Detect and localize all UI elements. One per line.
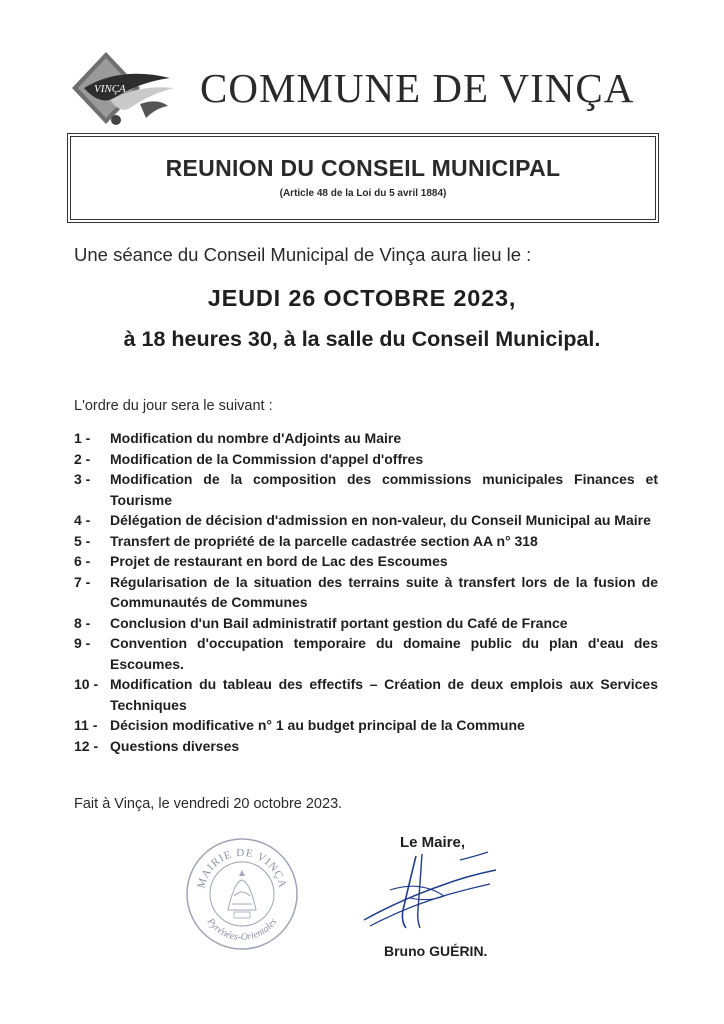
mayor-signature [360,850,500,930]
commune-logo [70,48,178,132]
agenda-item [74,510,658,531]
agenda-item [74,674,658,715]
agenda-item-number: 2 - [74,450,91,467]
agenda-item [74,531,658,552]
svg-text:Pyrénées-Orientales [204,916,279,943]
commune-title: COMMUNE DE VINÇA [200,65,635,111]
agenda-item-text: Régularisation de la situation des terrains suite à transfert lors de la fusion de Communautés de Communes [110,573,658,610]
agenda-item-text: Modification de la Commission d'appel d'offres [110,450,424,467]
agenda-item [74,551,658,572]
agenda-item-text: Modification de la composition des commissions municipales Finances et Tourisme [110,471,658,508]
agenda-item [74,449,658,470]
meeting-date: JEUDI 26 OCTOBRE 2023, [207,285,517,311]
stamp-bottom-text: Pyrénées-Orientales [204,916,280,944]
meeting-title: REUNION DU CONSEIL MUNICIPAL [165,155,561,181]
agenda-item-number: 1 - [74,430,91,446]
agenda-item [74,469,658,510]
agenda-item-number: 9 - [74,635,91,651]
agenda-item [74,715,658,736]
stamp-top-text: MAIRIE DE VINÇA [195,846,289,890]
notice-intro: Une séance du Conseil Municipal de Vinça aura lieu le : [74,244,532,265]
meeting-time-place: à 18 heures 30, à la salle du Conseil Municipal. [123,327,601,351]
mayor-name: Bruno GUÉRIN. [384,943,488,959]
agenda-item [74,633,658,674]
agenda-item-number: 8 - [74,614,91,631]
agenda-item-text: Conclusion d'un Bail administratif portant gestion du Café de France [110,614,568,631]
agenda-item-number: 11 - [74,717,98,733]
agenda-item-number: 4 - [74,512,91,528]
agenda-intro: L'ordre du jour sera le suivant : [74,398,273,414]
agenda-item [74,736,658,757]
agenda-item-text: Délégation de décision d'admission en non-valeur, du Conseil Municipal au Maire [110,512,651,528]
agenda-item-text: Questions diverses [110,737,240,754]
agenda-item-number: 12 - [74,737,99,754]
signed-at-line: Fait à Vinça, le vendredi 20 octobre 2023. [74,796,343,812]
svg-text:MAIRIE DE VINÇA [195,847,288,890]
agenda-item-number: 7 - [74,573,91,590]
mairie-stamp [184,836,300,952]
agenda-item-number: 5 - [74,532,91,549]
agenda-item [74,613,658,634]
agenda-item-text: Projet de restaurant en bord de Lac des Escoumes [110,553,448,569]
agenda-item-text: Décision modificative n° 1 au budget principal de la Commune [110,717,525,733]
agenda-item-text: Transfert de propriété de la parcelle cadastrée section AA n° 318 [110,532,538,549]
article-reference: (Article 48 de la Loi du 5 avril 1884) [279,188,447,199]
title-box [70,136,656,220]
mayor-title: Le Maire, [400,834,466,851]
agenda-item-number: 10 - [74,676,99,692]
agenda-item [74,428,658,449]
agenda-item-text: Convention d'occupation temporaire du domaine public du plan d'eau des Escoumes. [110,635,658,672]
agenda-list [74,428,658,756]
logo-text: VINÇA [94,83,126,95]
agenda-item [74,572,658,613]
agenda-item-text: Modification du tableau des effectifs – Création de deux emplois aux Services Techniques [110,676,658,713]
agenda-item-number: 3 - [74,471,91,487]
agenda-item-number: 6 - [74,553,91,569]
agenda-item-text: Modification du nombre d'Adjoints au Maire [110,430,402,446]
